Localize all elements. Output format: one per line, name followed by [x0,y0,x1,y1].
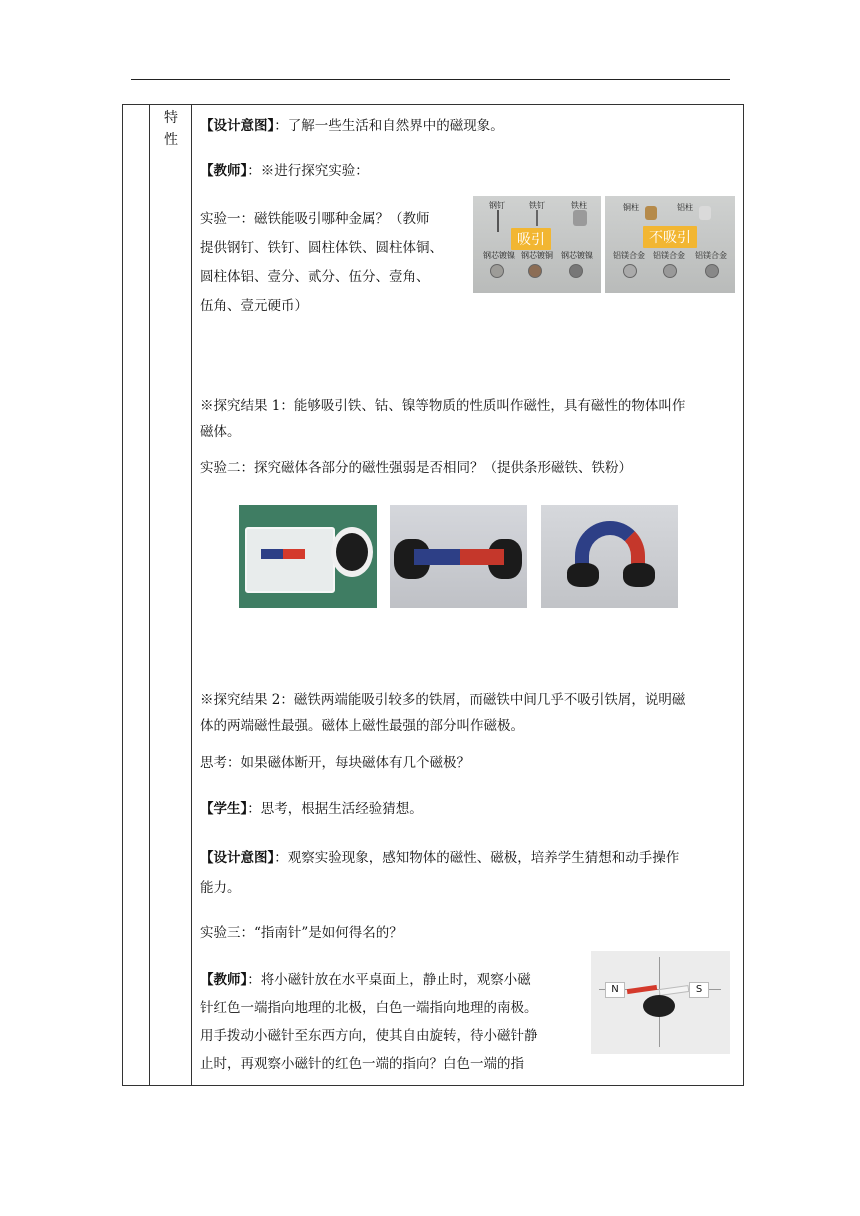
student-tag: 【学生】 [200,801,248,817]
photo-label: 铜柱 [623,203,639,212]
photo-bar-magnet-filings [390,505,527,608]
header-rule [131,79,730,80]
filings-left-shape [567,563,599,587]
result-2 [200,687,738,739]
experiment-1 [200,205,470,321]
student-text: ：思考，根据生活经验猜想。 [247,801,423,817]
teacher-line: 止时，再观察小磁针的红色一端的指向？白色一端的指 [200,1056,524,1072]
magnet-blue-half [261,549,283,559]
design-intent-tag: 【设计意图】 [200,850,275,866]
copper-cylinder-shape [645,206,657,220]
photo-label: 铝柱 [677,203,693,212]
photo-label: 钢芯镀镍 [483,251,515,260]
student-line [200,796,738,822]
experiment-1-line: 提供钢钉、铁钉、圆柱体铁、圆柱体铜、 [200,240,443,256]
result-2-line: ※探究结果 2：磁铁两端能吸引较多的铁屑，而磁铁中间几乎不吸引铁屑，说明磁 [200,692,686,708]
photo-label: 铝镁合金 [695,251,727,260]
photo-non-attracted-metals [605,196,735,293]
magnet-red-half [283,549,305,559]
coin-shape [490,264,504,278]
photo-label: 钢芯镀镍 [561,251,593,260]
not-attract-tag: 不吸引 [643,226,697,248]
design-intent-text: ：观察实验现象，感知物体的磁性、磁极，培养学生猜想和动手操作 [274,850,680,866]
nail-shape [536,210,538,226]
photo-horseshoe-magnet [541,505,678,608]
result-1-line: ※探究结果 1：能够吸引铁、钴、镍等物质的性质叫作磁性，具有磁性的物体叫作 [200,398,686,414]
coin-shape [569,264,583,278]
photo-label: 铝镁合金 [653,251,685,260]
coin-shape [663,264,677,278]
photo-label: 钢钉 [489,201,505,210]
column-divider-2 [191,105,192,1085]
teacher-line: 用手拨动小磁针至东西方向，使其自由旋转，待小磁针静 [200,1028,538,1044]
filings-right-shape [623,563,655,587]
north-label: N [605,982,625,998]
design-intent-2 [200,843,738,903]
teacher-line-1 [200,158,738,184]
photo-label: 钢芯镀铜 [521,251,553,260]
teacher-line-2 [200,966,590,1078]
aluminum-cylinder-shape [699,206,711,220]
south-label: S [689,982,709,998]
coin-shape [528,264,542,278]
tray-shape [245,527,335,593]
attract-tag: 吸引 [511,228,551,250]
nail-shape [497,210,499,232]
design-intent-text: ：了解一些生活和自然界中的磁现象。 [274,118,504,134]
experiment-1-line: 圆柱体铝、壹分、贰分、伍分、壹角、 [200,269,430,285]
teacher-line: 针红色一端指向地理的北极，白色一端指向地理的南极。 [200,1000,538,1016]
result-2-line: 体的两端磁性最强。磁体上磁性最强的部分叫作磁极。 [200,718,524,734]
design-intent-1 [200,113,738,139]
side-label-char: 特 [164,110,178,126]
experiment-2: 实验二：探究磁体各部分的磁性强弱是否相同？（提供条形磁铁、铁粉） [200,460,632,476]
experiment-1-line: 伍角、壹元硬币） [200,298,308,314]
teacher-tag: 【教师】 [200,163,248,179]
side-label [157,107,185,151]
column-divider-1 [149,105,150,1085]
photo-bar-magnet-tray [239,505,377,608]
magnet-red-half [460,549,504,565]
iron-filings-shape [336,533,368,571]
experiment-3: 实验三：“指南针”是如何得名的？ [200,925,403,941]
teacher-text: ：将小磁针放在水平桌面上，静止时，观察小磁 [247,972,531,988]
needle-white-end [659,985,690,996]
design-intent-line: 能力。 [200,880,241,896]
teacher-tag: 【教师】 [200,972,248,988]
photo-attracted-metals [473,196,601,293]
cylinder-shape [573,210,587,226]
result-1 [200,393,738,445]
think-line: 思考：如果磁体断开，每块磁体有几个磁极？ [200,755,470,771]
magnet-blue-half [414,549,460,565]
coin-shape [623,264,637,278]
photo-compass [591,951,730,1054]
needle-red-end [627,985,657,994]
photo-label: 铝镁合金 [613,251,645,260]
compass-base [643,995,675,1017]
side-label-char: 性 [164,132,178,148]
photo-label: 铁钉 [529,201,545,210]
experiment-1-line: 实验一：磁铁能吸引哪种金属？（教师 [200,211,430,227]
teacher-text: ：※进行探究实验： [247,163,369,179]
result-1-line: 磁体。 [200,424,241,440]
photo-label: 铁柱 [571,201,587,210]
design-intent-tag: 【设计意图】 [200,118,275,134]
coin-shape [705,264,719,278]
